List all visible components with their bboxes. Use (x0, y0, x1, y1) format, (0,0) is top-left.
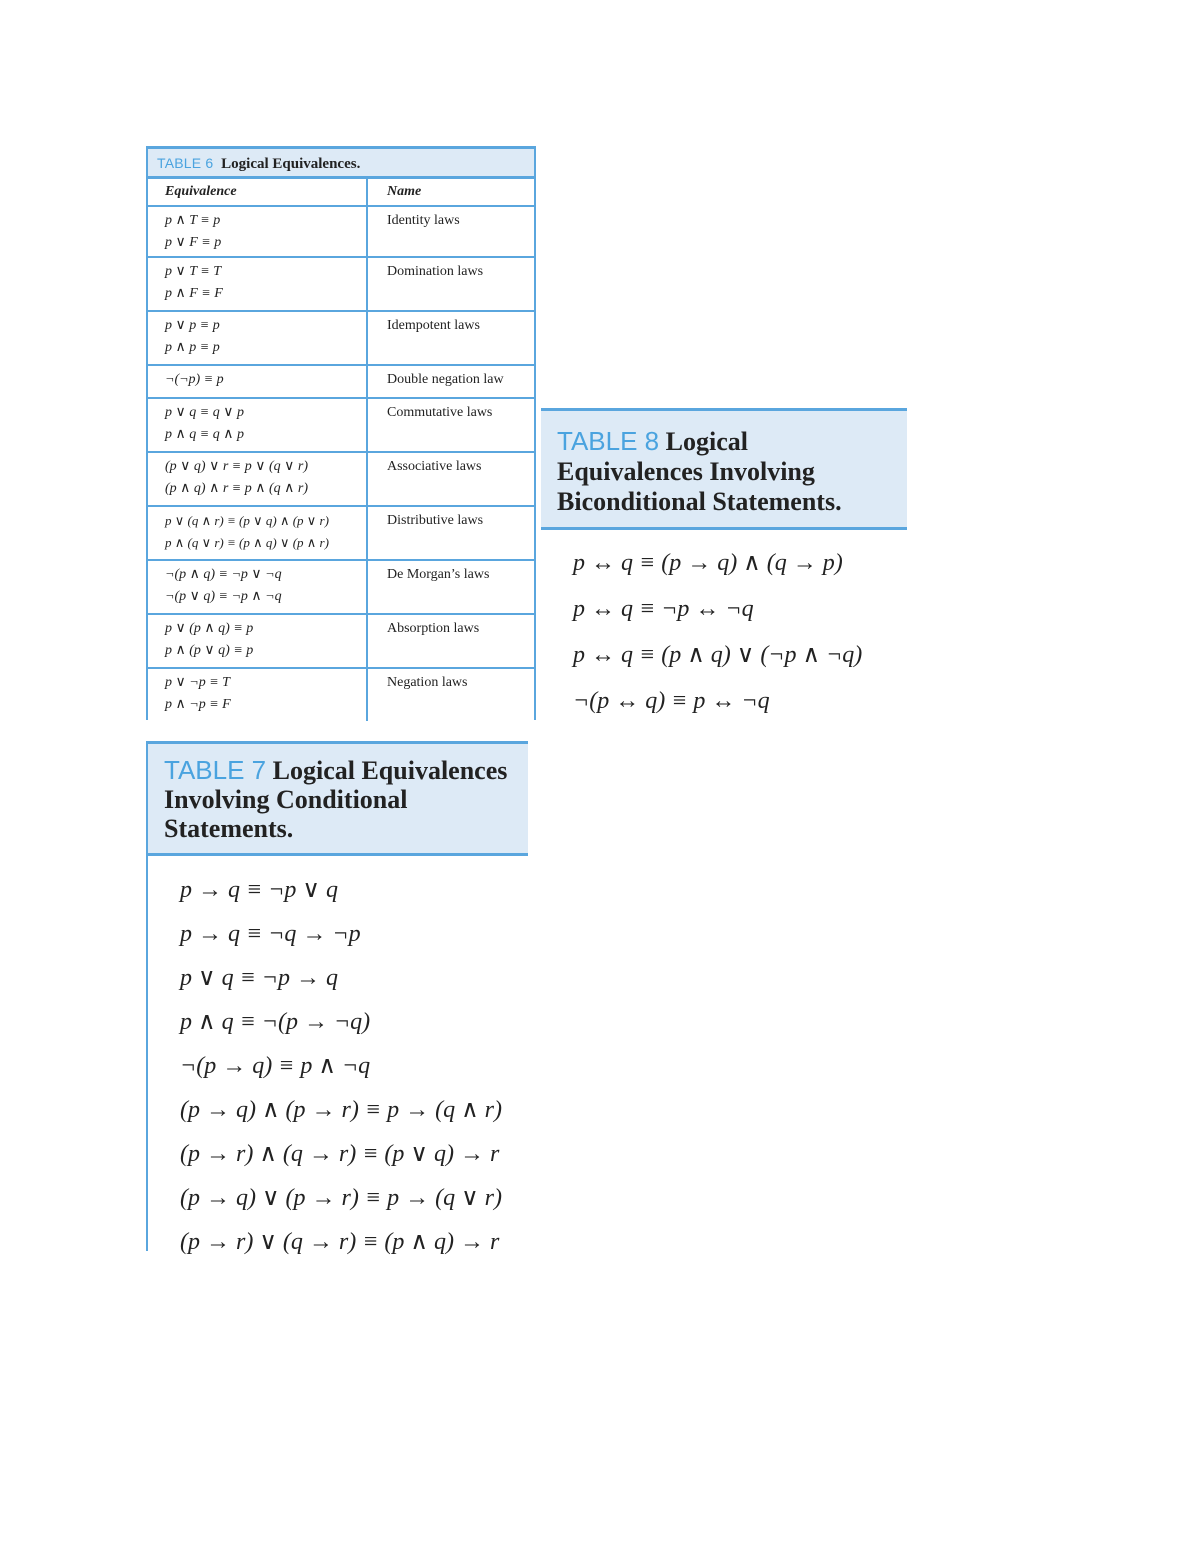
table-8-formula-list (541, 530, 907, 724)
table-8-title-line: Logical (665, 427, 748, 456)
law-name-cell: Idempotent laws (387, 318, 480, 333)
equivalence-line: (p ∧ q) ∧ r ≡ p ∧ (q ∧ r) (165, 481, 308, 496)
table-row (148, 399, 534, 453)
equivalence-line: (p ∨ q) ∨ r ≡ p ∨ (q ∨ r) (165, 459, 308, 474)
table-6-logical-equivalences (146, 146, 536, 720)
table-row (148, 507, 534, 561)
equivalence-cell (148, 258, 368, 310)
column-header-name: Name (387, 184, 422, 199)
law-name-cell: Associative laws (387, 459, 482, 474)
law-name-cell: Negation laws (387, 675, 468, 690)
equivalence-line: p ∧ T ≡ p (165, 213, 221, 228)
equivalence-line: p ∨ ¬p ≡ T (165, 675, 230, 690)
formula: p ↔ q ≡ (p ∧ q) ∨ (¬p ∧ ¬q) (573, 642, 863, 668)
equivalence-line: p ∨ (q ∧ r) ≡ (p ∨ q) ∧ (p ∨ r) (165, 513, 329, 528)
formula: (p → r) ∨ (q → r) ≡ (p ∧ q) → r (180, 1229, 500, 1255)
table-7-formula-list (148, 856, 528, 1264)
table-6-grid (148, 179, 534, 721)
formula: p ↔ q ≡ (p → q) ∧ (q → p) (573, 550, 843, 576)
table-row (148, 561, 534, 615)
table-row (148, 453, 534, 507)
table-7-caption-line (164, 756, 528, 785)
law-name-cell: Domination laws (387, 264, 484, 279)
table-6-label: TABLE 6 (157, 155, 214, 171)
table-8-biconditional-equivalences (541, 408, 907, 720)
table-8-label: TABLE 8 (557, 426, 660, 456)
equivalence-line: p ∧ q ≡ q ∧ p (165, 427, 244, 442)
table-7-title-line: Logical Equivalences (272, 756, 508, 785)
equivalence-cell (148, 615, 368, 667)
equivalence-cell (148, 561, 368, 613)
table-row (148, 312, 534, 366)
formula: p → q ≡ ¬q → ¬p (180, 921, 361, 947)
equivalence-line: p ∧ p ≡ p (165, 340, 220, 355)
table-6-caption (148, 146, 534, 179)
equivalence-cell (148, 207, 368, 256)
table-8-title-line: Biconditional Statements. (557, 487, 842, 516)
formula: p → q ≡ ¬p ∨ q (180, 877, 338, 903)
formula: p ∧ q ≡ ¬(p → ¬q) (180, 1009, 371, 1035)
table-8-caption-line (557, 426, 907, 457)
formula: p ↔ q ≡ ¬p ↔ ¬q (573, 596, 754, 622)
table-row (148, 615, 534, 669)
equivalence-cell (148, 399, 368, 451)
equivalence-cell (148, 453, 368, 505)
equivalence-line: p ∧ ¬p ≡ F (165, 697, 231, 712)
formula: ¬(p → q) ≡ p ∧ ¬q (180, 1053, 371, 1079)
formula: p ∨ q ≡ ¬p → q (180, 965, 338, 991)
formula: (p → q) ∨ (p → r) ≡ p → (q ∨ r) (180, 1185, 502, 1211)
law-name-cell: Distributive laws (387, 513, 484, 528)
equivalence-cell (148, 312, 368, 364)
table-row (148, 258, 534, 312)
equivalence-cell (148, 669, 368, 721)
table-7-title-line: Involving Conditional (164, 785, 408, 814)
equivalence-cell (148, 366, 368, 397)
table-8-title-line: Equivalences Involving (557, 457, 815, 486)
table-row (148, 207, 534, 258)
table-7-title-line: Statements. (164, 814, 294, 843)
formula: (p → q) ∧ (p → r) ≡ p → (q ∧ r) (180, 1097, 502, 1123)
equivalence-line: ¬(p ∧ q) ≡ ¬p ∨ ¬q (165, 567, 282, 582)
table-7-conditional-equivalences (146, 741, 528, 1255)
equivalence-line: p ∧ (p ∨ q) ≡ p (165, 643, 254, 658)
table-7-caption (148, 741, 528, 856)
table-8-caption (541, 408, 907, 530)
equivalence-line: p ∧ F ≡ F (165, 286, 223, 301)
equivalence-line: p ∨ T ≡ T (165, 264, 222, 279)
table-row (148, 366, 534, 399)
table-row (148, 669, 534, 721)
equivalence-line: ¬(¬p) ≡ p (165, 372, 224, 387)
equivalence-line: p ∨ (p ∧ q) ≡ p (165, 621, 254, 636)
law-name-cell: De Morgan’s laws (387, 567, 490, 582)
table-7-label: TABLE 7 (164, 755, 267, 785)
equivalence-line: ¬(p ∨ q) ≡ ¬p ∧ ¬q (165, 589, 282, 604)
equivalence-line: p ∨ F ≡ p (165, 235, 222, 250)
formula: (p → r) ∧ (q → r) ≡ (p ∨ q) → r (180, 1141, 500, 1167)
table-6-header-row (148, 179, 534, 207)
law-name-cell: Absorption laws (387, 621, 480, 636)
equivalence-line: p ∧ (q ∨ r) ≡ (p ∧ q) ∨ (p ∧ r) (165, 535, 329, 550)
column-header-equivalence: Equivalence (148, 179, 368, 205)
formula: ¬(p ↔ q) ≡ p ↔ ¬q (573, 688, 770, 714)
law-name-cell: Double negation law (387, 372, 504, 387)
law-name-cell: Identity laws (387, 213, 460, 228)
law-name-cell: Commutative laws (387, 405, 493, 420)
equivalence-line: p ∨ q ≡ q ∨ p (165, 405, 244, 420)
equivalence-cell (148, 507, 368, 559)
equivalence-line: p ∨ p ≡ p (165, 318, 220, 333)
table-6-title: Logical Equivalences. (221, 156, 361, 172)
